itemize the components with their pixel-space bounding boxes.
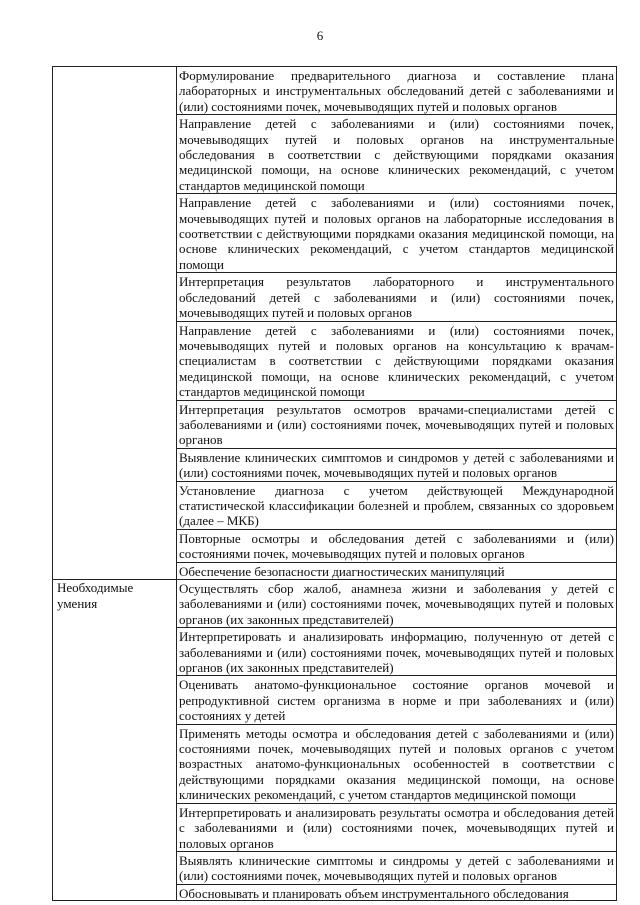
list-item: Формулирование предварительного диагноза и составление плана лабораторных и инструментальных обследований детей с заболеваниями и (или) состояниями почек, мочевыводящих путей и половых органов [179,68,614,114]
list-item: Интерпретация результатов осмотров врачами-специалистами детей с заболеваниями и (или) состояниями почек, мочевыводящих путей и половых органов [179,401,614,448]
row-content [177,67,617,580]
list-item: Оценивать анатомо-функциональное состояние органов мочевой и репродуктивной систем организма в норме и при заболеваниях и (или) состояниях у детей [179,677,614,724]
page-number: 6 [316,28,324,43]
list-item: Выявлять клинические симптомы и синдромы у детей с заболеваниями и (или) состояниями почек, мочевыводящих путей и половых органов [179,852,614,884]
row-content [177,580,617,901]
list-item: Обосновывать и планировать объем инструментального обследования [179,885,569,900]
list-item: Интерпретировать и анализировать информацию, полученную от детей с заболеваниями и (или) состояниями почек, мочевыводящих путей и половых органов (их законных представителей) [179,629,614,676]
list-item: Направление детей с заболеваниями и (или) состояниями почек, мочевыводящих путей и половых органов на консультацию к врачам-специалистам в соответствии с действующими порядками оказания медицинской помощи, на основе клинических рекомендаций, с учетом стандартов медицинской помощи [179,322,614,400]
table-row [53,67,617,580]
list-item: Интерпретировать и анализировать результаты осмотра и обследования детей с заболеваниями и (или) состояниями почек, мочевыводящих путей и половых органов [179,804,614,851]
list-item: Направление детей с заболеваниями и (или) состояниями почек, мочевыводящих путей и половых органов на лабораторные исследования в соответствии с действующими порядками оказания медицинской помощи, на основе клинических рекомендаций, с учетом стандартов медицинской помощи [179,195,614,272]
row-label-skills: Необходимые умения [53,580,177,901]
list-item: Выявление клинических симптомов и синдромов у детей с заболеваниями и (или) состояниями почек, мочевыводящих путей и половых органов [179,449,614,481]
list-item: Обеспечение безопасности диагностических манипуляций [179,563,505,579]
table-row [53,580,617,901]
list-item: Повторные осмотры и обследования детей с заболеваниями и (или) состояниями почек, мочевыводящих путей и половых органов [179,530,614,562]
list-item: Интерпретация результатов лабораторного и инструментального обследований детей с заболеваниями и (или) состояниями почек, мочевыводящих путей и половых органов [179,274,614,321]
list-item: Направление детей с заболеваниями и (или) состояниями почек, мочевыводящих путей и половых органов на инструментальные обследования в соответствии с действующими порядками оказания медицинской помощи, на основе клинических рекомендаций, с учетом стандартов медицинской помощи [179,116,614,193]
competency-table [52,66,617,901]
list-item: Осуществлять сбор жалоб, анамнеза жизни и заболевания у детей с заболеваниями и (или) состояниями почек, мочевыводящих путей и половых органов (их законных представителей) [179,581,614,627]
list-item: Применять методы осмотра и обследования детей с заболеваниями и (или) состояниями почек, мочевыводящих путей и половых органов с учетом возрастных анатомо-функциональных особенностей в соответствии с действующими порядками оказания медицинской помощи, на основе клинических рекомендаций, с учетом стандартов медицинской помощи [179,725,614,803]
row-label [53,67,177,580]
list-item: Установление диагноза с учетом действующей Международной статистической классификации болезней и проблем, связанных со здоровьем (далее – МКБ) [179,482,614,529]
